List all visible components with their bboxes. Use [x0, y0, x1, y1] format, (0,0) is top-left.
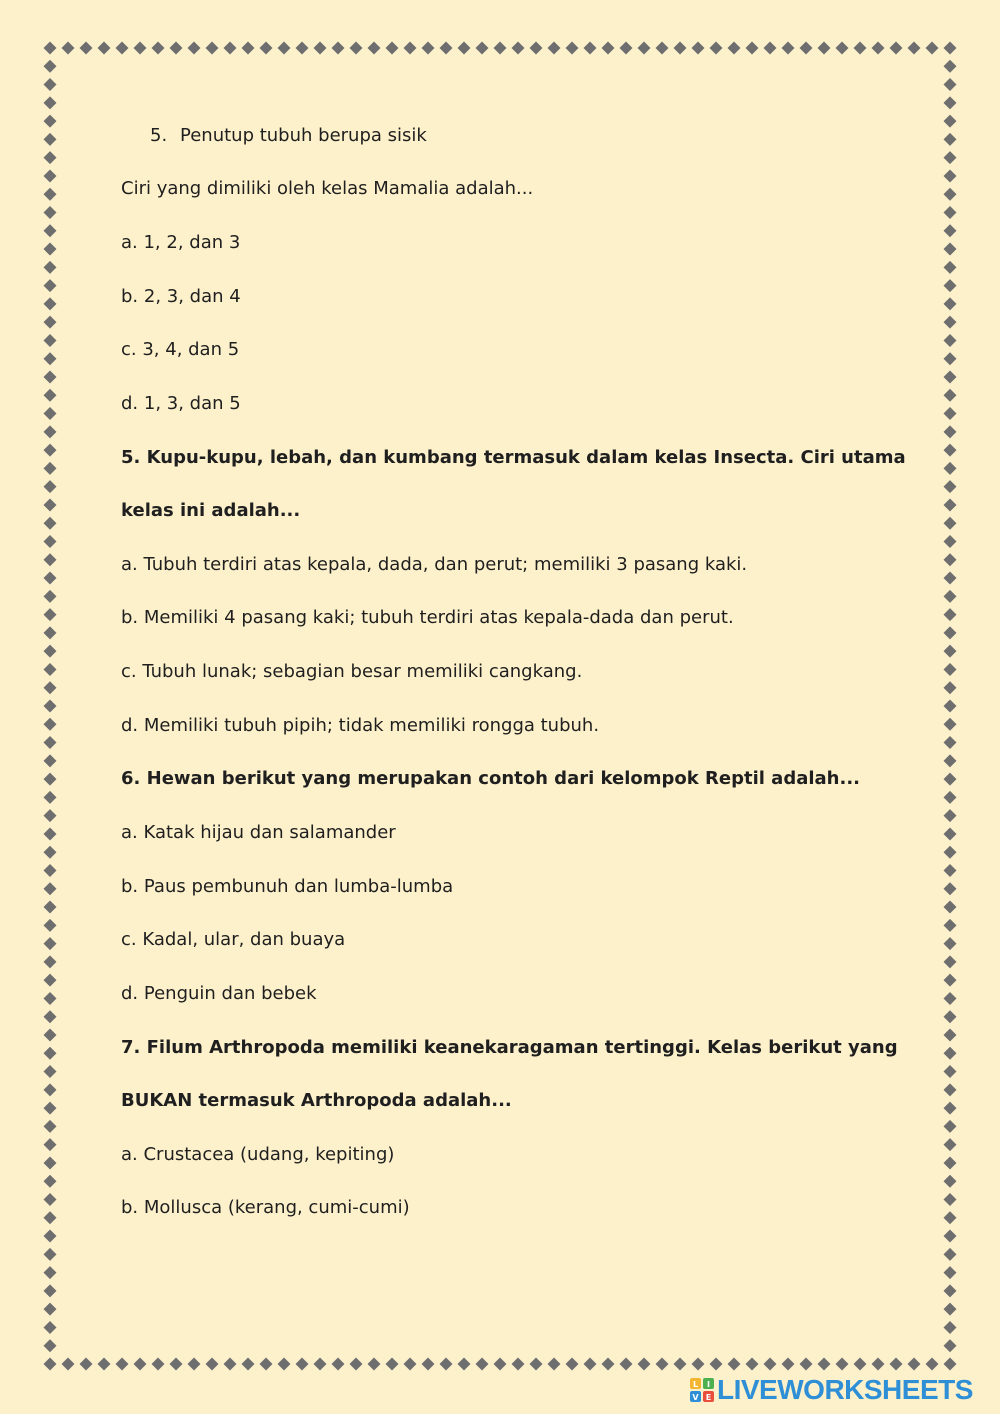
border-diamond — [134, 1358, 147, 1371]
border-diamond — [944, 718, 957, 731]
border-diamond — [386, 1358, 399, 1371]
border-diamond — [116, 42, 129, 55]
border-diamond — [944, 864, 957, 877]
border-diamond — [44, 224, 57, 237]
border-diamond — [638, 42, 651, 55]
question-6-option-a[interactable]: a. Katak hijau dan salamander — [121, 822, 396, 843]
border-diamond — [944, 261, 957, 274]
border-diamond — [746, 42, 759, 55]
border-diamond — [944, 1029, 957, 1042]
border-diamond — [44, 279, 57, 292]
border-diamond — [944, 1138, 957, 1151]
border-diamond — [170, 1358, 183, 1371]
border-diamond — [44, 901, 57, 914]
border-diamond — [332, 1358, 345, 1371]
border-diamond — [80, 1358, 93, 1371]
border-diamond — [188, 42, 201, 55]
border-diamond — [944, 535, 957, 548]
border-diamond — [422, 42, 435, 55]
border-diamond — [944, 243, 957, 256]
question-6-option-b[interactable]: b. Paus pembunuh dan lumba-lumba — [121, 876, 454, 897]
border-diamond — [44, 133, 57, 146]
border-diamond — [944, 681, 957, 694]
border-diamond — [530, 1358, 543, 1371]
border-diamond — [764, 42, 777, 55]
border-diamond — [44, 371, 57, 384]
border-diamond — [62, 42, 75, 55]
border-diamond — [44, 1248, 57, 1261]
border-diamond — [944, 827, 957, 840]
border-diamond — [44, 1102, 57, 1115]
border-diamond — [242, 42, 255, 55]
question-7-stem-line-2: BUKAN termasuk Arthropoda adalah... — [121, 1090, 512, 1111]
border-diamond — [332, 42, 345, 55]
border-diamond — [62, 1358, 75, 1371]
border-diamond — [44, 754, 57, 767]
border-diamond — [44, 681, 57, 694]
border-diamond — [314, 1358, 327, 1371]
border-diamond — [944, 809, 957, 822]
border-diamond — [944, 224, 957, 237]
border-diamond — [944, 1120, 957, 1133]
border-diamond — [764, 1358, 777, 1371]
border-diamond — [944, 462, 957, 475]
border-diamond — [944, 773, 957, 786]
border-diamond — [944, 151, 957, 164]
border-diamond — [944, 297, 957, 310]
svg-text:V: V — [692, 1393, 699, 1402]
border-diamond — [44, 791, 57, 804]
border-diamond — [44, 864, 57, 877]
border-diamond — [944, 919, 957, 932]
border-diamond — [944, 133, 957, 146]
border-diamond — [494, 42, 507, 55]
border-diamond — [818, 42, 831, 55]
border-diamond — [494, 1358, 507, 1371]
question-5-option-a[interactable]: a. Tubuh terdiri atas kepala, dada, dan perut; memiliki 3 pasang kaki. — [121, 554, 748, 575]
border-diamond — [944, 517, 957, 530]
border-diamond — [440, 42, 453, 55]
border-diamond — [944, 334, 957, 347]
border-diamond — [566, 1358, 579, 1371]
border-diamond — [782, 1358, 795, 1371]
border-diamond — [44, 297, 57, 310]
border-diamond — [44, 462, 57, 475]
border-diamond — [602, 42, 615, 55]
border-diamond — [944, 352, 957, 365]
border-diamond — [44, 243, 57, 256]
border-diamond — [800, 1358, 813, 1371]
border-diamond — [944, 992, 957, 1005]
border-diamond — [44, 334, 57, 347]
border-diamond — [44, 937, 57, 950]
border-diamond — [908, 1358, 921, 1371]
border-diamond — [944, 1010, 957, 1023]
border-diamond — [422, 1358, 435, 1371]
border-diamond — [152, 1358, 165, 1371]
border-diamond — [458, 42, 471, 55]
border-diamond — [854, 1358, 867, 1371]
border-diamond — [44, 1138, 57, 1151]
border-diamond — [44, 919, 57, 932]
border-diamond — [458, 1358, 471, 1371]
border-diamond — [944, 955, 957, 968]
border-diamond — [944, 498, 957, 511]
border-diamond — [260, 42, 273, 55]
border-diamond — [944, 1230, 957, 1243]
border-diamond — [872, 1358, 885, 1371]
border-diamond — [944, 188, 957, 201]
border-diamond — [44, 955, 57, 968]
border-diamond — [944, 1102, 957, 1115]
border-diamond — [476, 42, 489, 55]
border-diamond — [44, 1303, 57, 1316]
border-diamond — [944, 572, 957, 585]
border-diamond — [620, 1358, 633, 1371]
border-diamond — [44, 42, 57, 55]
border-diamond — [944, 1248, 957, 1261]
border-diamond — [44, 389, 57, 402]
question-5-stem-line-1: 5. Kupu-kupu, lebah, dan kumbang termasuk dalam kelas Insecta. Ciri utama — [121, 447, 906, 468]
border-diamond — [224, 1358, 237, 1371]
border-diamond — [944, 425, 957, 438]
border-diamond — [944, 42, 957, 55]
svg-text:L: L — [692, 1380, 699, 1389]
border-diamond — [800, 42, 813, 55]
border-diamond — [710, 42, 723, 55]
border-diamond — [44, 663, 57, 676]
border-diamond — [44, 480, 57, 493]
border-diamond — [44, 1266, 57, 1279]
liveworksheets-branding[interactable] — [690, 1374, 973, 1406]
border-diamond — [44, 169, 57, 182]
border-diamond — [944, 444, 957, 457]
border-diamond — [44, 151, 57, 164]
border-diamond — [368, 42, 381, 55]
border-diamond — [188, 1358, 201, 1371]
border-diamond — [44, 718, 57, 731]
border-diamond — [530, 42, 543, 55]
border-diamond — [944, 371, 957, 384]
border-diamond — [44, 1230, 57, 1243]
border-diamond — [728, 1358, 741, 1371]
border-diamond — [44, 882, 57, 895]
border-diamond — [224, 42, 237, 55]
border-diamond — [872, 42, 885, 55]
border-diamond — [944, 1266, 957, 1279]
svg-text:E: E — [705, 1393, 712, 1402]
border-diamond — [782, 42, 795, 55]
border-diamond — [674, 1358, 687, 1371]
border-diamond — [836, 1358, 849, 1371]
border-diamond — [674, 42, 687, 55]
question-6-option-d[interactable]: d. Penguin dan bebek — [121, 983, 317, 1004]
border-diamond — [944, 882, 957, 895]
question-5-option-b[interactable]: b. Memiliki 4 pasang kaki; tubuh terdiri atas kepala-dada dan perut. — [121, 607, 734, 628]
border-diamond — [350, 1358, 363, 1371]
border-diamond — [368, 1358, 381, 1371]
border-diamond — [944, 791, 957, 804]
border-diamond — [98, 42, 111, 55]
border-diamond — [44, 1010, 57, 1023]
border-diamond — [278, 42, 291, 55]
border-diamond — [944, 279, 957, 292]
border-diamond — [170, 42, 183, 55]
border-diamond — [944, 1047, 957, 1060]
question-4-stem: Ciri yang dimiliki oleh kelas Mamalia adalah... — [121, 178, 534, 199]
question-7-option-a[interactable]: a. Crustacea (udang, kepiting) — [121, 1144, 395, 1165]
border-diamond — [44, 645, 57, 658]
border-diamond — [350, 42, 363, 55]
border-diamond — [44, 809, 57, 822]
border-diamond — [818, 1358, 831, 1371]
border-diamond — [944, 645, 957, 658]
border-diamond — [404, 1358, 417, 1371]
border-diamond — [44, 1120, 57, 1133]
border-diamond — [944, 206, 957, 219]
border-diamond — [692, 1358, 705, 1371]
border-diamond — [386, 42, 399, 55]
border-diamond — [44, 1211, 57, 1224]
border-diamond — [944, 1211, 957, 1224]
border-diamond — [944, 736, 957, 749]
border-diamond — [206, 1358, 219, 1371]
border-diamond — [44, 444, 57, 457]
border-diamond — [944, 1358, 957, 1371]
border-diamond — [710, 1358, 723, 1371]
border-diamond — [944, 169, 957, 182]
question-5-stem-line-2: kelas ini adalah... — [121, 500, 301, 521]
border-diamond — [260, 1358, 273, 1371]
border-diamond — [944, 846, 957, 859]
question-4-option-c[interactable]: c. 3, 4, dan 5 — [121, 339, 240, 360]
question-6-stem: 6. Hewan berikut yang merupakan contoh dari kelompok Reptil adalah... — [121, 768, 860, 789]
border-diamond — [242, 1358, 255, 1371]
border-diamond — [692, 42, 705, 55]
border-diamond — [206, 42, 219, 55]
border-diamond — [944, 1156, 957, 1169]
border-diamond — [728, 42, 741, 55]
border-diamond — [854, 42, 867, 55]
border-diamond — [440, 1358, 453, 1371]
border-diamond — [44, 846, 57, 859]
border-diamond — [944, 1303, 957, 1316]
border-diamond — [44, 1029, 57, 1042]
border-diamond — [44, 1321, 57, 1334]
border-diamond — [44, 60, 57, 73]
border-diamond — [944, 700, 957, 713]
border-diamond — [944, 1175, 957, 1188]
border-diamond — [944, 626, 957, 639]
border-diamond — [566, 42, 579, 55]
border-diamond — [548, 42, 561, 55]
liveworksheets-logo-icon — [690, 1378, 714, 1402]
border-diamond — [44, 1083, 57, 1096]
border-diamond — [944, 1083, 957, 1096]
border-diamond — [44, 96, 57, 109]
border-diamond — [656, 42, 669, 55]
question-7-option-b[interactable]: b. Mollusca (kerang, cumi-cumi) — [121, 1197, 410, 1218]
border-diamond — [44, 407, 57, 420]
border-diamond — [44, 700, 57, 713]
border-diamond — [44, 736, 57, 749]
border-diamond — [44, 1339, 57, 1352]
border-diamond — [44, 535, 57, 548]
border-diamond — [44, 974, 57, 987]
border-diamond — [44, 1358, 57, 1371]
border-diamond — [944, 1065, 957, 1078]
border-diamond — [44, 425, 57, 438]
question-5-option-d[interactable]: d. Memiliki tubuh pipih; tidak memiliki rongga tubuh. — [121, 715, 600, 736]
border-diamond — [44, 827, 57, 840]
border-diamond — [512, 1358, 525, 1371]
previous-list-item-5: 5. Penutup tubuh berupa sisik — [150, 125, 427, 146]
border-diamond — [44, 1175, 57, 1188]
border-diamond — [44, 608, 57, 621]
border-diamond — [44, 78, 57, 91]
border-diamond — [44, 572, 57, 585]
question-6-option-c[interactable]: c. Kadal, ular, dan buaya — [121, 929, 346, 950]
border-diamond — [926, 1358, 939, 1371]
border-diamond — [44, 1156, 57, 1169]
border-diamond — [44, 1284, 57, 1297]
border-diamond — [944, 937, 957, 950]
border-diamond — [296, 42, 309, 55]
question-7-stem-line-1: 7. Filum Arthropoda memiliki keanekaragaman tertinggi. Kelas berikut yang — [121, 1037, 898, 1058]
border-diamond — [638, 1358, 651, 1371]
border-diamond — [314, 42, 327, 55]
border-diamond — [836, 42, 849, 55]
border-diamond — [44, 992, 57, 1005]
border-diamond — [44, 626, 57, 639]
border-diamond — [944, 78, 957, 91]
border-diamond — [44, 1065, 57, 1078]
border-diamond — [944, 1193, 957, 1206]
border-diamond — [944, 1284, 957, 1297]
border-diamond — [620, 42, 633, 55]
border-diamond — [944, 316, 957, 329]
border-diamond — [44, 188, 57, 201]
border-diamond — [44, 553, 57, 566]
border-diamond — [44, 1047, 57, 1060]
border-diamond — [944, 480, 957, 493]
border-diamond — [944, 115, 957, 128]
border-diamond — [44, 261, 57, 274]
question-4-option-a[interactable]: a. 1, 2, dan 3 — [121, 232, 241, 253]
border-diamond — [944, 1321, 957, 1334]
border-diamond — [944, 608, 957, 621]
border-diamond — [44, 517, 57, 530]
border-diamond — [44, 590, 57, 603]
border-diamond — [80, 42, 93, 55]
border-diamond — [476, 1358, 489, 1371]
border-diamond — [512, 42, 525, 55]
border-diamond — [44, 115, 57, 128]
border-diamond — [548, 1358, 561, 1371]
border-diamond — [944, 663, 957, 676]
border-diamond — [926, 42, 939, 55]
border-diamond — [908, 42, 921, 55]
question-4-option-b[interactable]: b. 2, 3, dan 4 — [121, 286, 241, 307]
border-diamond — [944, 407, 957, 420]
border-diamond — [890, 42, 903, 55]
border-diamond — [134, 42, 147, 55]
border-diamond — [602, 1358, 615, 1371]
border-diamond — [296, 1358, 309, 1371]
border-diamond — [944, 553, 957, 566]
border-diamond — [44, 316, 57, 329]
border-diamond — [890, 1358, 903, 1371]
border-diamond — [944, 754, 957, 767]
border-diamond — [44, 352, 57, 365]
border-diamond — [944, 1339, 957, 1352]
border-diamond — [944, 389, 957, 402]
border-diamond — [944, 590, 957, 603]
border-diamond — [944, 60, 957, 73]
border-diamond — [944, 96, 957, 109]
question-4-option-d[interactable]: d. 1, 3, dan 5 — [121, 393, 241, 414]
border-diamond — [116, 1358, 129, 1371]
border-diamond — [44, 1193, 57, 1206]
border-diamond — [404, 42, 417, 55]
border-diamond — [944, 974, 957, 987]
border-diamond — [584, 1358, 597, 1371]
border-diamond — [656, 1358, 669, 1371]
question-5-option-c[interactable]: c. Tubuh lunak; sebagian besar memiliki cangkang. — [121, 661, 583, 682]
border-diamond — [278, 1358, 291, 1371]
border-diamond — [746, 1358, 759, 1371]
border-diamond — [98, 1358, 111, 1371]
border-diamond — [44, 498, 57, 511]
border-diamond — [44, 773, 57, 786]
liveworksheets-wordmark: LIVEWORKSHEETS — [717, 1374, 973, 1405]
svg-text:I: I — [707, 1380, 710, 1389]
border-diamond — [944, 901, 957, 914]
border-diamond — [44, 206, 57, 219]
border-diamond — [152, 42, 165, 55]
border-diamond — [584, 42, 597, 55]
